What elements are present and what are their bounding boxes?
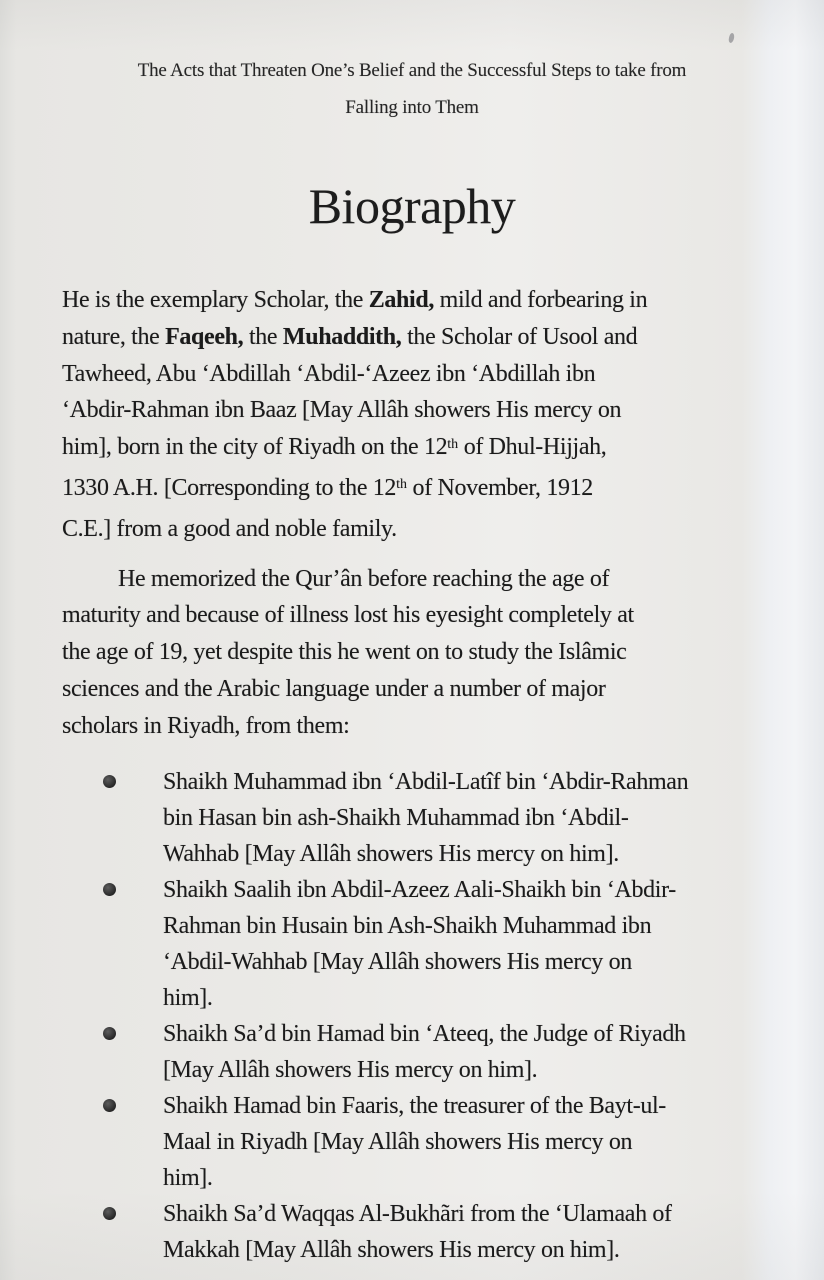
text-line: Wahhab [May Allâh showers His mercy on him]. bbox=[163, 840, 619, 867]
text-segment: of November, 1912 bbox=[406, 474, 593, 501]
text-line: him]. bbox=[163, 984, 213, 1011]
text-line bbox=[62, 634, 774, 671]
text-line: bin Hasan bin ash-Shaikh Muhammad ibn ‘Abdil- bbox=[163, 804, 629, 831]
list-item bbox=[62, 764, 774, 872]
text-line bbox=[62, 429, 774, 470]
text-segment: of Dhul-Hijjah, bbox=[458, 434, 607, 461]
text-line bbox=[62, 561, 774, 598]
biography-paragraph-intro bbox=[62, 282, 774, 548]
scan-artifact bbox=[728, 33, 735, 44]
text-line bbox=[62, 356, 774, 393]
page-title: Biography bbox=[308, 178, 516, 234]
text-segment: scholars in Riyadh, from them: bbox=[62, 712, 350, 739]
text-line: ‘Abdil-Wahhab [May Allâh showers His mercy on bbox=[163, 948, 632, 975]
text-line: him]. bbox=[163, 1164, 213, 1191]
page-content bbox=[62, 282, 774, 1268]
bullet-icon bbox=[103, 1207, 116, 1220]
text-segment: the age of 19, yet despite this he went on to study the Islâmic bbox=[62, 639, 627, 666]
text-line bbox=[62, 511, 774, 548]
biography-paragraph-education bbox=[62, 561, 774, 745]
text-line bbox=[62, 597, 774, 634]
running-header-line-2: Falling into Them bbox=[345, 97, 479, 118]
text-line: [May Allâh showers His mercy on him]. bbox=[163, 1056, 538, 1083]
list-item bbox=[62, 1088, 774, 1196]
text-segment: C.E.] from a good and noble family. bbox=[62, 515, 397, 542]
text-segment: sciences and the Arabic language under a number of major bbox=[62, 675, 606, 702]
list-item bbox=[62, 1016, 774, 1088]
list-item-text bbox=[163, 872, 774, 1016]
text-segment: He memorized the Qur’ân before reaching the age of bbox=[118, 565, 610, 592]
scholars-list bbox=[62, 764, 774, 1268]
bullet-icon bbox=[103, 775, 116, 788]
running-header bbox=[0, 52, 824, 126]
text-line bbox=[62, 470, 774, 511]
text-line: Makkah [May Allâh showers His mercy on him]. bbox=[163, 1236, 620, 1263]
list-item bbox=[62, 872, 774, 1016]
bullet-icon bbox=[103, 1027, 116, 1040]
bold-term: Zahid, bbox=[368, 287, 435, 313]
bold-term: Faqeeh, bbox=[165, 323, 244, 350]
list-item-text bbox=[163, 764, 774, 872]
superscript: th bbox=[396, 477, 407, 493]
list-item-text bbox=[163, 1016, 774, 1088]
text-line: Maal in Riyadh [May Allâh showers His mercy on bbox=[163, 1128, 633, 1155]
text-line: Rahman bin Husain bin Ash-Shaikh Muhammad ibn bbox=[163, 912, 652, 939]
list-item-text bbox=[163, 1196, 774, 1268]
text-segment: mild and forbearing in bbox=[434, 287, 648, 313]
text-line: Shaikh Hamad bin Faaris, the treasurer of the Bayt-ul- bbox=[163, 1092, 666, 1119]
bold-term: Muhaddith, bbox=[282, 323, 402, 350]
text-segment: him], born in the city of Riyadh on the 12 bbox=[62, 434, 448, 461]
text-line bbox=[62, 392, 774, 429]
running-header-line-1: The Acts that Threaten One’s Belief and the Successful Steps to take from bbox=[137, 60, 687, 81]
text-line bbox=[62, 282, 774, 319]
text-segment: Tawheed, Abu ‘Abdillah ‘Abdil-‘Azeez ibn ‘Abdillah ibn bbox=[62, 360, 596, 387]
text-segment: the Scholar of Usool and bbox=[401, 323, 638, 350]
text-segment: maturity and because of illness lost his eyesight completely at bbox=[62, 602, 634, 629]
text-line bbox=[62, 671, 774, 708]
text-segment: the bbox=[243, 323, 283, 350]
text-line: Shaikh Saalih ibn Abdil-Azeez Aali-Shaikh bin ‘Abdir- bbox=[163, 876, 676, 903]
text-line: Shaikh Sa’d bin Hamad bin ‘Ateeq, the Judge of Riyadh bbox=[163, 1020, 686, 1047]
text-line: Shaikh Sa’d Waqqas Al-Bukhãri from the ‘Ulamaah of bbox=[163, 1200, 672, 1227]
text-line bbox=[62, 319, 774, 356]
text-segment: nature, the bbox=[62, 323, 166, 350]
text-segment: ‘Abdir-Rahman ibn Baaz [May Allâh showers His mercy on bbox=[62, 397, 622, 424]
superscript: th bbox=[447, 436, 459, 452]
text-line bbox=[62, 708, 774, 745]
text-line: Shaikh Muhammad ibn ‘Abdil-Latîf bin ‘Abdir-Rahman bbox=[163, 768, 689, 795]
text-segment: 1330 A.H. [Corresponding to the 12 bbox=[62, 474, 397, 501]
text-segment: He is the exemplary Scholar, the bbox=[62, 287, 369, 313]
bullet-icon bbox=[103, 1099, 116, 1112]
bullet-icon bbox=[103, 883, 116, 896]
list-item-text bbox=[163, 1088, 774, 1196]
list-item bbox=[62, 1196, 774, 1268]
